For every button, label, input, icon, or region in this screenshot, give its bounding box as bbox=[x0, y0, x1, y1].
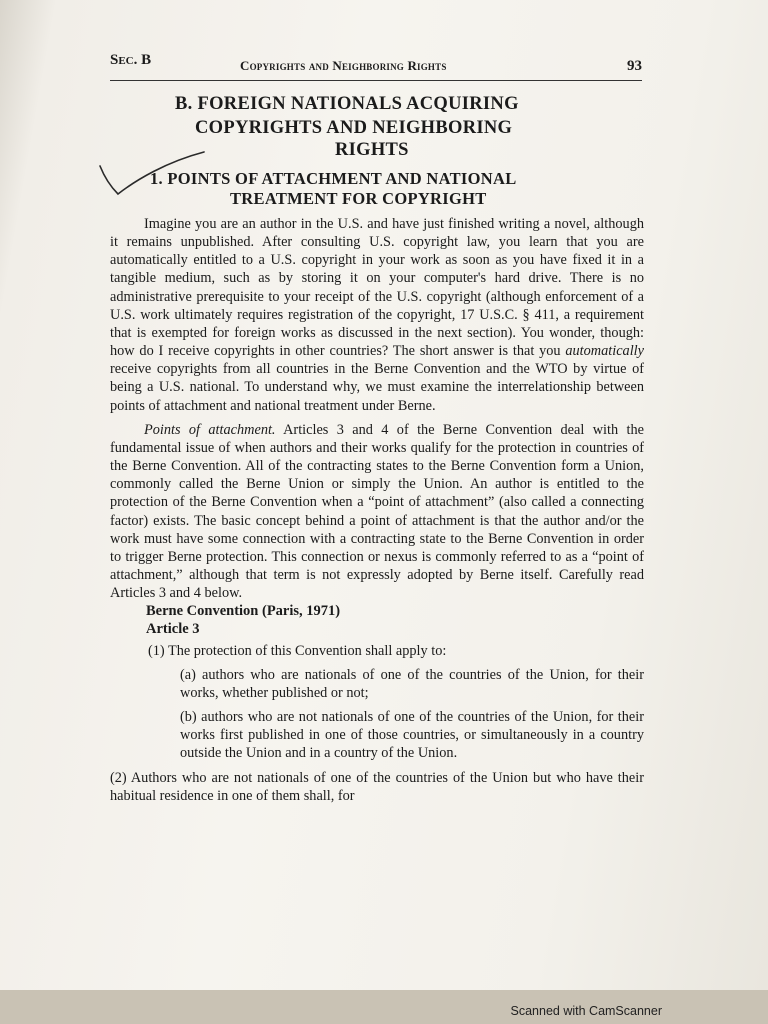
paragraph-text: receive copyrights from all countries in the Berne Convention and the WTO by virtue of being a U.S. national. To understand why, we must examine the interrelationship between points of attachment and national treatment under Berne. bbox=[110, 361, 644, 414]
paragraph-lead: Points of attachment. bbox=[144, 421, 276, 438]
running-head bbox=[110, 52, 642, 81]
article-item: (1) The protection of this Convention shall apply to: bbox=[148, 642, 447, 659]
article-subitem: (b) authors who are not nationals of one of the countries of the Union, for their works first published in one of those countries, or simultaneously in a country outside the Union and in a country of the Union. bbox=[180, 709, 644, 762]
article-item: (2) Authors who are not nationals of one of the countries of the Union but who have their habitual residence in one of them shall, for bbox=[110, 769, 644, 804]
scanner-watermark: Scanned with CamScanner bbox=[510, 1004, 662, 1018]
subsection-heading-line: 1. POINTS OF ATTACHMENT AND NATIONAL bbox=[150, 169, 517, 188]
section-heading-line: COPYRIGHTS AND NEIGHBORING bbox=[195, 118, 513, 138]
article-title: Article 3 bbox=[146, 621, 200, 638]
paragraph bbox=[110, 421, 644, 603]
treaty-title: Berne Convention (Paris, 1971) bbox=[146, 603, 341, 620]
paragraph-text: Imagine you are an author in the U.S. and have just finished writing a novel, although it remains unpublished. After consulting U.S. copyright law, you learn that you are automatically entitled to a U.S. copyright in your work as soon as you have fixed it in a tangible medium, such as by storing it on your computer's hard drive. There is no administrative prerequisite to your receipt of the U.S. copyright (although enforcement of a U.S. work ultimately requires registration of the copyright, 17 U.S.C. § 411, a requirement that is exempted for foreign works as discussed in the next section). You wonder, though: how do I receive copyrights in other countries? The short answer is that you bbox=[110, 216, 644, 360]
emphasis-text: automatically bbox=[565, 343, 644, 360]
page-number: 93 bbox=[627, 58, 642, 74]
body-text bbox=[110, 215, 644, 805]
article-subitem: (a) authors who are nationals of one of the countries of the Union, for their works, whether published or not; bbox=[180, 666, 644, 701]
subsection-heading-line: TREATMENT FOR COPYRIGHT bbox=[230, 189, 487, 208]
paragraph-text: Articles 3 and 4 of the Berne Convention deal with the fundamental issue of when authors and their works qualify for the protection in countries of the Berne Convention. All of the contracting states to the Berne Convention form a Union, commonly called the Berne Union or simply the Union. An author is entitled to the protection of the Berne Convention when a “point of attachment” (also called a connecting factor) exists. The basic concept behind a point of attachment is that the author and/or the work must have some connection with a contracting state to the Berne Convention in order to trigger Berne protection. This connection or nexus is commonly referred to as a “point of attachment,” although that term is not expressly adopted by Berne itself. Carefully read Articles 3 and 4 below. bbox=[110, 421, 644, 602]
section-label: Sec. B bbox=[110, 52, 152, 68]
paragraph bbox=[110, 215, 644, 415]
section-heading-line: B. FOREIGN NATIONALS ACQUIRING bbox=[175, 94, 519, 114]
section-heading-line: RIGHTS bbox=[335, 140, 409, 160]
running-title: Copyrights and Neighboring Rights bbox=[240, 58, 447, 73]
